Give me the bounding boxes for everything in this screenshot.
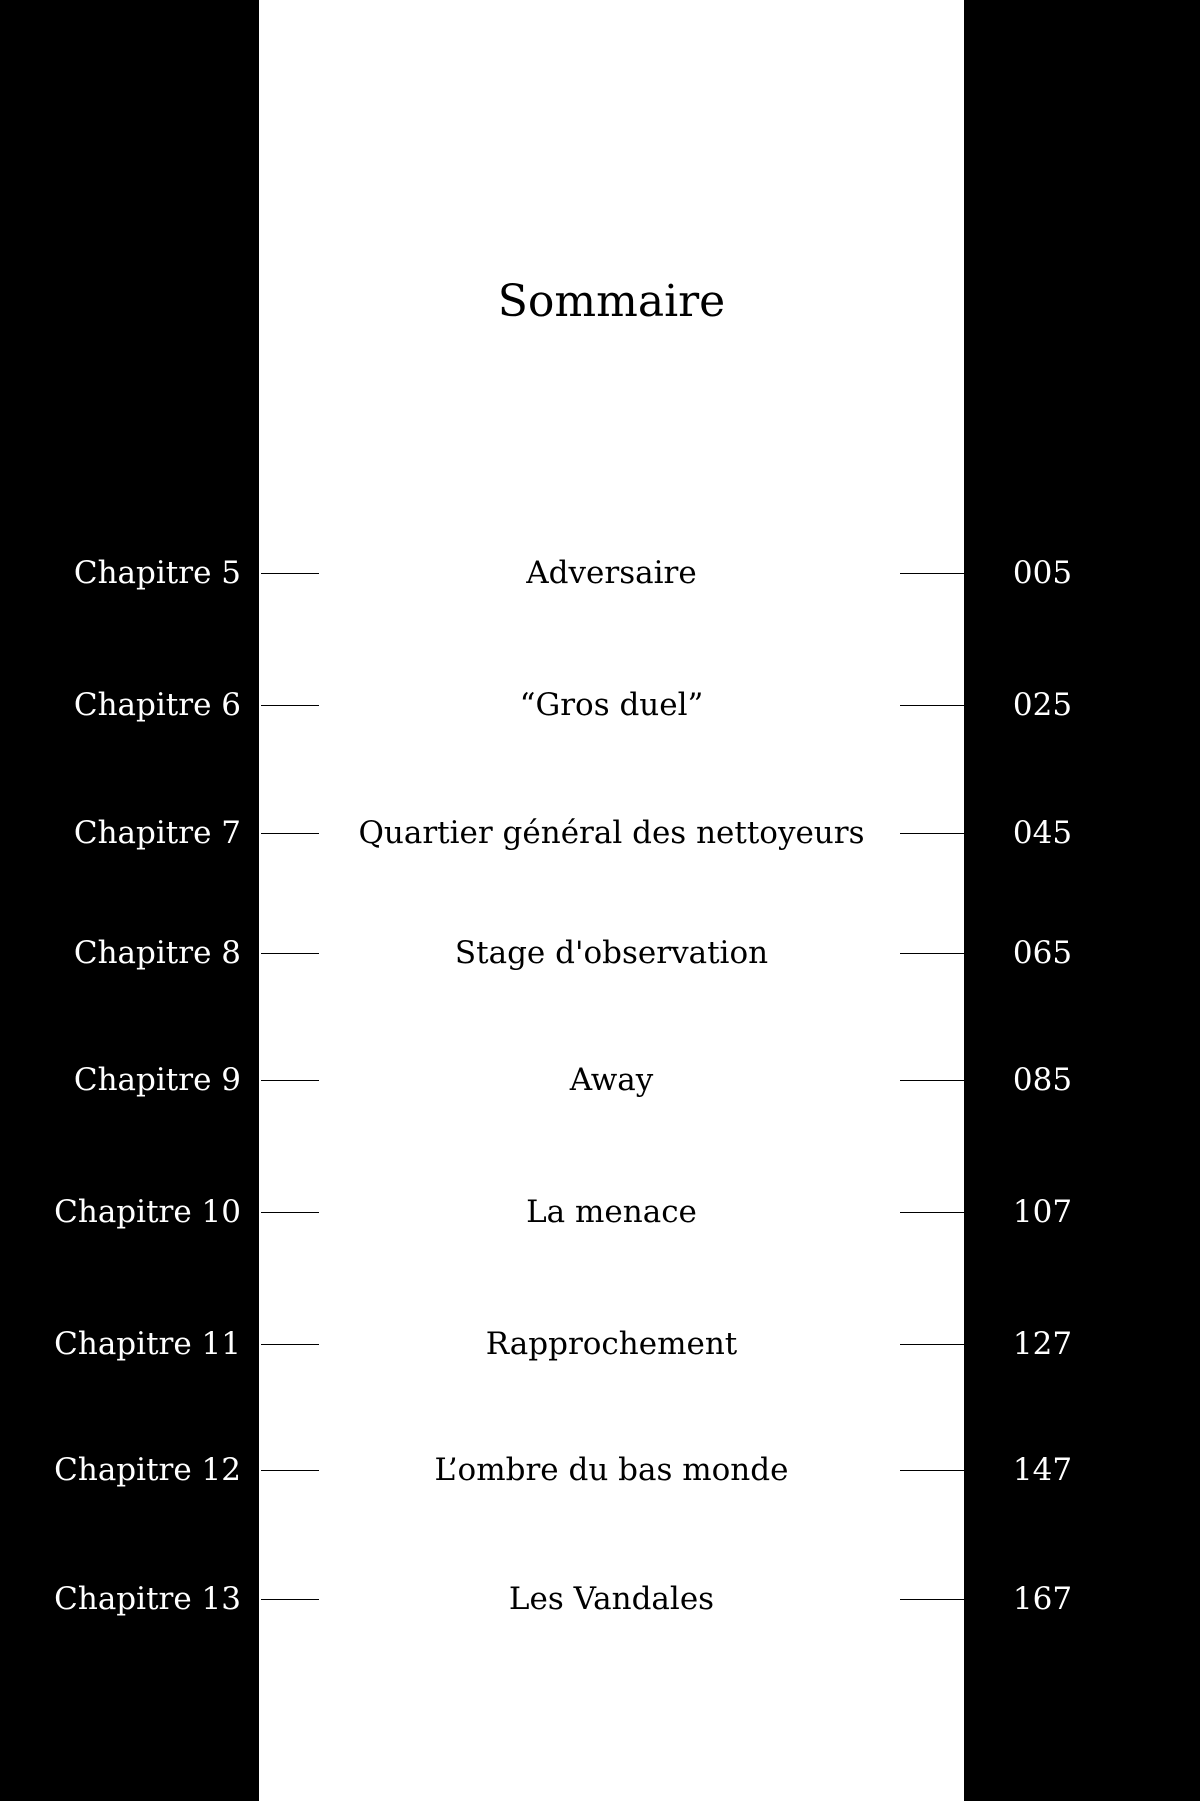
chapter-label: Chapitre 5 xyxy=(73,555,241,591)
chapter-label: Chapitre 11 xyxy=(54,1326,241,1362)
chapter-label: Chapitre 13 xyxy=(54,1581,241,1617)
leader-line-right xyxy=(900,1212,964,1213)
left-black-band xyxy=(0,0,259,1801)
leader-line-right xyxy=(900,833,964,834)
page-number: 065 xyxy=(1012,935,1073,971)
toc-entry[interactable] xyxy=(0,1182,1200,1242)
chapter-title: “Gros duel” xyxy=(519,687,704,723)
chapter-label: Chapitre 10 xyxy=(54,1194,241,1230)
chapter-label: Chapitre 7 xyxy=(73,815,241,851)
page-title: Sommaire xyxy=(497,276,726,327)
leader-line-right xyxy=(900,1080,964,1081)
chapter-title: L’ombre du bas monde xyxy=(434,1452,789,1488)
toc-entry[interactable] xyxy=(0,543,1200,603)
chapter-title: Quartier général des nettoyeurs xyxy=(358,815,865,851)
toc-entry[interactable] xyxy=(0,1440,1200,1500)
chapter-label: Chapitre 12 xyxy=(54,1452,241,1488)
page-number: 085 xyxy=(1012,1062,1073,1098)
toc-entry[interactable] xyxy=(0,1050,1200,1110)
leader-line-right xyxy=(900,573,964,574)
chapter-title: Away xyxy=(569,1062,654,1098)
toc-entry[interactable] xyxy=(0,803,1200,863)
toc-entry[interactable] xyxy=(0,1314,1200,1374)
toc-entry[interactable] xyxy=(0,923,1200,983)
leader-line-right xyxy=(900,1470,964,1471)
page-number: 107 xyxy=(1012,1194,1073,1230)
page-number: 045 xyxy=(1012,815,1073,851)
leader-line-right xyxy=(900,1344,964,1345)
chapter-title: Stage d'observation xyxy=(454,935,769,971)
page-number: 127 xyxy=(1012,1326,1073,1362)
page-number: 147 xyxy=(1012,1452,1073,1488)
toc-entry[interactable] xyxy=(0,1569,1200,1629)
chapter-label: Chapitre 9 xyxy=(73,1062,241,1098)
page-number: 167 xyxy=(1012,1581,1073,1617)
leader-line-right xyxy=(900,953,964,954)
leader-line-right xyxy=(900,1599,964,1600)
right-black-band xyxy=(964,0,1200,1801)
page-number: 005 xyxy=(1012,555,1073,591)
chapter-title: La menace xyxy=(526,1194,697,1230)
chapter-title: Les Vandales xyxy=(508,1581,715,1617)
chapter-title: Rapprochement xyxy=(485,1326,738,1362)
leader-line-right xyxy=(900,705,964,706)
toc-entry[interactable] xyxy=(0,675,1200,735)
chapter-title: Adversaire xyxy=(526,555,697,591)
chapter-label: Chapitre 8 xyxy=(73,935,241,971)
chapter-label: Chapitre 6 xyxy=(73,687,241,723)
page-number: 025 xyxy=(1012,687,1073,723)
